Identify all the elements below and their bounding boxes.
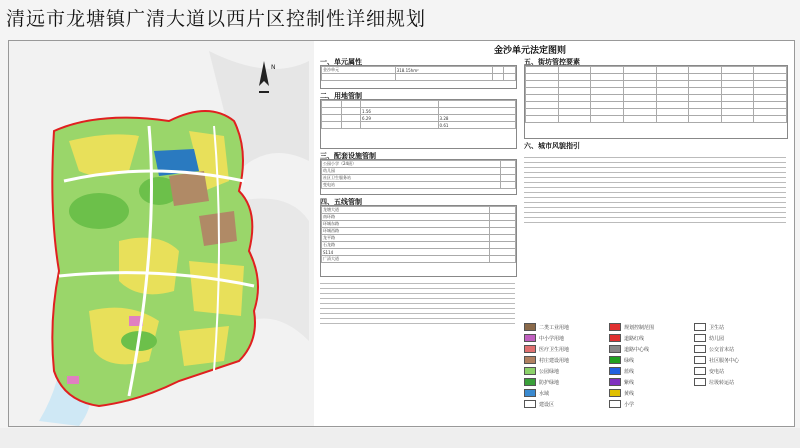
block-control-table [524, 65, 788, 139]
facility-row: 社区卫生服务站 [322, 175, 501, 182]
legend-label: 村庄建设用地 [539, 357, 570, 364]
legend-item [524, 334, 564, 342]
legend-item [609, 389, 634, 397]
legend-label: 垃圾转运站 [709, 379, 735, 386]
legend-item [524, 400, 554, 408]
road-row: 广清大道 [322, 256, 490, 263]
legend-label: 中小学用地 [539, 335, 565, 342]
legend-swatch [524, 345, 536, 353]
legend-label: 幼儿园 [709, 335, 725, 342]
road-table [320, 205, 517, 277]
legend-label: 卫生站 [709, 324, 725, 331]
section-1-title: 一、单元属性 [320, 58, 362, 66]
road-row: S114 [322, 249, 490, 256]
legend-item [609, 367, 634, 375]
guideline-lines [524, 153, 786, 227]
legend-label: 规划控制范围 [624, 324, 655, 331]
legend-swatch [694, 323, 706, 331]
legend-item [524, 323, 569, 331]
legend-label: 黄线 [624, 390, 635, 397]
legend-label: 二类工业用地 [539, 324, 570, 331]
legend-swatch [609, 334, 621, 342]
legend-swatch [524, 400, 536, 408]
legend-label: 道路中心线 [624, 346, 650, 353]
legend-swatch [524, 356, 536, 364]
legend-item [694, 323, 724, 331]
facility-row: 公园小学（24班） [322, 161, 501, 168]
unit-area: 318.15hm² [395, 67, 492, 74]
legend-label: 蓝线 [624, 368, 635, 375]
legend-swatch [524, 367, 536, 375]
road-row: 龙塘大道 [322, 207, 490, 214]
legend-label: 水域 [539, 390, 550, 397]
facility-table [320, 159, 517, 195]
facility-row: 变电站 [322, 182, 501, 189]
footer-bar [0, 428, 800, 448]
road-row: 石龙路 [322, 242, 490, 249]
legend-label: 公交首末站 [709, 346, 735, 353]
legend-swatch [694, 345, 706, 353]
page-title: 清远市龙塘镇广清大道以西片区控制性详细规划 [6, 8, 427, 30]
plan-sheet [8, 40, 795, 427]
zone-residential-6 [179, 326, 229, 366]
section-4-title: 四、五线管制 [320, 198, 362, 206]
legend-swatch [694, 334, 706, 342]
legend-swatch [609, 378, 621, 386]
map-canvas [9, 41, 314, 426]
legend-swatch [609, 323, 621, 331]
unit-attr-table [320, 65, 517, 89]
section-2-title: 二、用地管制 [320, 92, 362, 100]
legend-label: 绿线 [624, 357, 635, 364]
legend-item [694, 356, 739, 364]
legend-item [524, 389, 549, 397]
section-3-title: 三、配套设施管制 [320, 152, 376, 160]
legend-label: 建设区 [539, 401, 555, 408]
legend-label: 变电站 [709, 368, 725, 375]
legend-swatch [524, 378, 536, 386]
section-5-title: 五、街坊管控要素 [524, 58, 580, 66]
panel-heading: 金沙单元法定图则 [494, 46, 567, 56]
legend-item [524, 367, 559, 375]
legend-item [609, 334, 644, 342]
legend-swatch [609, 389, 621, 397]
north-label: N [271, 64, 276, 71]
regulation-panel [314, 41, 794, 426]
total-area2: 6.29 [361, 115, 438, 122]
map-legend [524, 323, 786, 423]
legend-item [609, 356, 634, 364]
village-land-1 [169, 171, 209, 206]
legend-label: 防护绿地 [539, 379, 560, 386]
land-use-table [320, 99, 517, 149]
legend-swatch [524, 323, 536, 331]
legend-item [609, 400, 634, 408]
unit-name: 金沙单元 [322, 67, 396, 74]
section-6-title: 六、城市风貌指引 [524, 142, 580, 150]
legend-item [694, 345, 734, 353]
total-area: 1.56 [361, 108, 438, 115]
legend-item [694, 367, 724, 375]
legend-swatch [694, 356, 706, 364]
zone-residential-4 [189, 261, 244, 316]
legend-label: 社区服务中心 [709, 357, 740, 364]
legend-swatch [694, 378, 706, 386]
road-row: 南环路 [322, 214, 490, 221]
legend-label: 小学 [624, 401, 635, 408]
legend-item [694, 378, 734, 386]
legend-item [609, 378, 634, 386]
total-value: 3.28 [438, 115, 516, 122]
legend-item [609, 323, 654, 331]
legend-swatch [694, 367, 706, 375]
legend-label: 道路红线 [624, 335, 645, 342]
zone-residential-1 [69, 134, 139, 176]
road-row: 龙平路 [322, 235, 490, 242]
facility-row: 幼儿园 [322, 168, 501, 175]
legend-swatch [609, 345, 621, 353]
school-site-2 [67, 376, 79, 384]
road-row: 环城西路 [322, 228, 490, 235]
legend-swatch [524, 334, 536, 342]
total-value2: 0.61 [438, 122, 516, 129]
land-use-map[interactable] [9, 41, 314, 426]
legend-item [524, 345, 569, 353]
legend-item [609, 345, 649, 353]
park-1 [69, 193, 129, 229]
road-row: 环城东路 [322, 221, 490, 228]
legend-item [524, 378, 559, 386]
legend-item [524, 356, 569, 364]
legend-swatch [609, 367, 621, 375]
legend-swatch [609, 400, 621, 408]
legend-label: 紫线 [624, 379, 635, 386]
notes-lines [320, 279, 515, 328]
legend-label: 医疗卫生用地 [539, 346, 570, 353]
legend-item [694, 334, 724, 342]
legend-swatch [524, 389, 536, 397]
legend-label: 公园绿地 [539, 368, 560, 375]
legend-swatch [609, 356, 621, 364]
